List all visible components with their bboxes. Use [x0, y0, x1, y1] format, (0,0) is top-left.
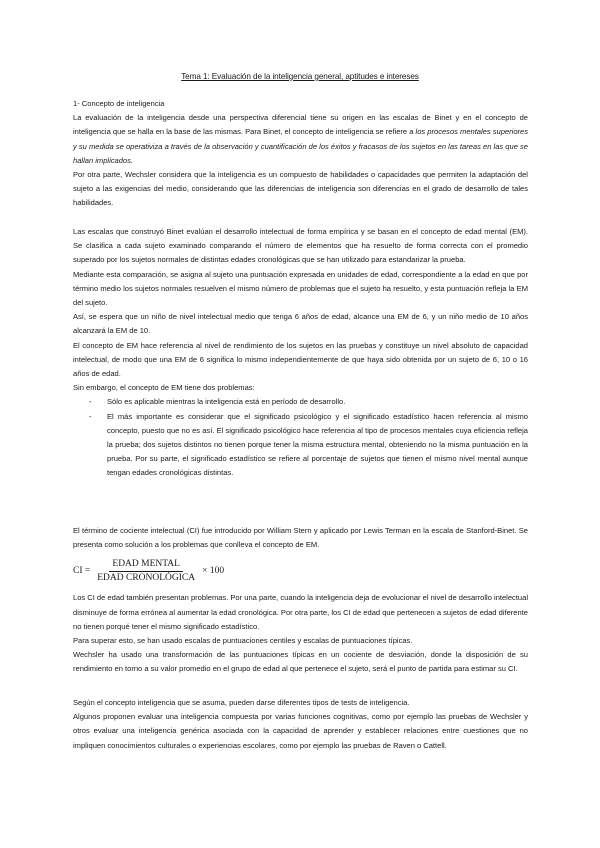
list-item-text: El más importante es considerar que el significado psicológico y el significado estadístico hacen referencia al mismo concepto, puesto que no es así. El significado psicológico hace referencia al tipo de procesos mentales cuya eficiencia refleja la prueba; dos sujetos distintos no tienen porque tener la misma estructura mental, obteniendo no la misma puntuación en la prueba. Por su parte, el significado estadístico se refiere al porcentaje de sujetos que tienen el mismo nivel mental aunque tengan edades cronológicas distintas. [107, 411, 528, 478]
formula-denominator: EDAD CRONOLÓGICA [97, 572, 196, 583]
formula-numerator: EDAD MENTAL [109, 559, 183, 572]
paragraph-cociente-desviacion: Wechsler ha usado una transformación de las puntuaciones típicas en un cociente de desviación, donde la disposición de su rendimiento en torno a su valor promedio en el grupo de edad al que pertenece el sujeto, será el punto de partida para estimar su CI. [73, 650, 528, 674]
section-edad-mental [73, 225, 528, 481]
paragraph-ci-intro: El término de cociente intelectual (CI) fue introducido por William Stern y aplicado por Lewis Terman en la escala de Stanford-Binet. Se presenta como solución a los problemas que conlleva el concepto de EM. [73, 526, 528, 550]
section-heading: 1- Concepto de inteligencia [73, 99, 165, 108]
problems-list [73, 395, 528, 480]
paragraph-ejemplo-ninos: Así, se espera que un niño de nivel intelectual medio que tenga 6 años de edad, alcance una EM de 6, y un niño medio de 10 años alcanzará la EM de 10. [73, 312, 528, 336]
section-concepto-inteligencia [73, 97, 528, 211]
paragraph-tipos-tests: Según el concepto inteligencia que se asuma, pueden darse diferentes tipos de tests de inteligencia. [73, 698, 410, 707]
bullet-dash: - [89, 397, 92, 407]
paragraph-ci-problemas: Los CI de edad también presentan problemas. Por una parte, cuando la inteligencia deja de evolucionar el nivel de desarrollo intelectual disminuye de forma errónea al aumentar la edad cronológica. Por otra parte, los CI de edad que pertenecen a sujetos de edad diferente no tienen porqué tener el mismo significado estadístico. [73, 593, 528, 631]
list-item [73, 410, 528, 481]
paragraph-ejemplos-pruebas: Algunos proponen evaluar una inteligencia compuesta por varias funciones cognitivas, como por ejemplo las pruebas de Wechsler y otros evaluar una inteligencia genérica asociada con la capacidad de aprender y establecer relaciones entre cuestiones que no impliquen conocimientos culturales o experiencias escolares, como por ejemplo las pruebas de Raven o Cattell. [73, 712, 528, 750]
paragraph-comparacion: Mediante esta comparación, se asigna al sujeto una puntuación expresada en unidades de edad, correspondiente a la edad en que por término medio los sujetos normales resuelven el mismo número de problemas que el sujeto ha resuelto, y esta puntuación refleja la EM del sujeto. [73, 269, 528, 308]
formula-rhs: × 100 [202, 566, 225, 577]
formula-fraction [94, 559, 198, 584]
formula-lhs: CI = [73, 566, 91, 577]
paragraph-binet [73, 111, 528, 168]
paragraph-centiles: Para superar esto, se han usado escalas de puntuaciones centiles y escalas de puntuaciones típicas. [73, 636, 413, 646]
document-title: Tema 1: Evaluación de la inteligencia general, aptitudes e intereses [181, 72, 419, 81]
paragraph-problemas-intro: Sin embargo, el concepto de EM tiene dos problemas: [73, 383, 255, 393]
paragraph-binet-text: La evaluación de la inteligencia desde una perspectiva diferencial tiene su origen en las escalas de Binet y en el concepto de inteligencia que se halla en la base de las mismas. Para Binet, el concepto de inteligencia se refiere a [73, 113, 528, 137]
section-tipos-tests [73, 696, 528, 753]
paragraph-concepto-em: El concepto de EM hace referencia al nivel de rendimiento de los sujetos en las pruebas y constituye un nivel absoluto de capacidad intelectual, de modo que una EM de 6 significa lo mismo independientemente de que haya sido obtenida por un sujeto de 6, 10 o 16 años de edad. [73, 340, 528, 379]
ci-formula [73, 557, 528, 585]
bullet-dash: - [89, 411, 92, 421]
paragraph-binet-italic: los procesos mentales superiores y su medida se operativiza a través de la observación y cuantificación de los éxitos y fracasos de los sujetos en las tareas en las que se hallan implicados. [73, 127, 528, 165]
paragraph-escalas-binet: Las escalas que construyó Binet evalúan el desarrollo intelectual de forma empírica y se basan en el concepto de edad mental (EM). Se clasifica a cada sujeto examinado comparando el número de elementos que ha resuelto de forma correcta con el promedio superado por los sujetos normales de distintas edades cronológicas que se han utilizado para estandarizar la prueba. [73, 227, 528, 265]
paragraph-wechsler: Por otra parte, Wechsler considera que la inteligencia es un compuesto de habilidades o capacidades que permiten la adaptación del sujeto a las exigencias del medio, considerando que las diferencias de inteligencia son diferencias en el grado de desarrollo de tales habilidades. [73, 170, 528, 208]
section-cociente-intelectual [73, 524, 528, 677]
list-item [73, 395, 528, 409]
list-item-text: Sólo es aplicable mientras la inteligencia está en período de desarrollo. [107, 397, 346, 407]
